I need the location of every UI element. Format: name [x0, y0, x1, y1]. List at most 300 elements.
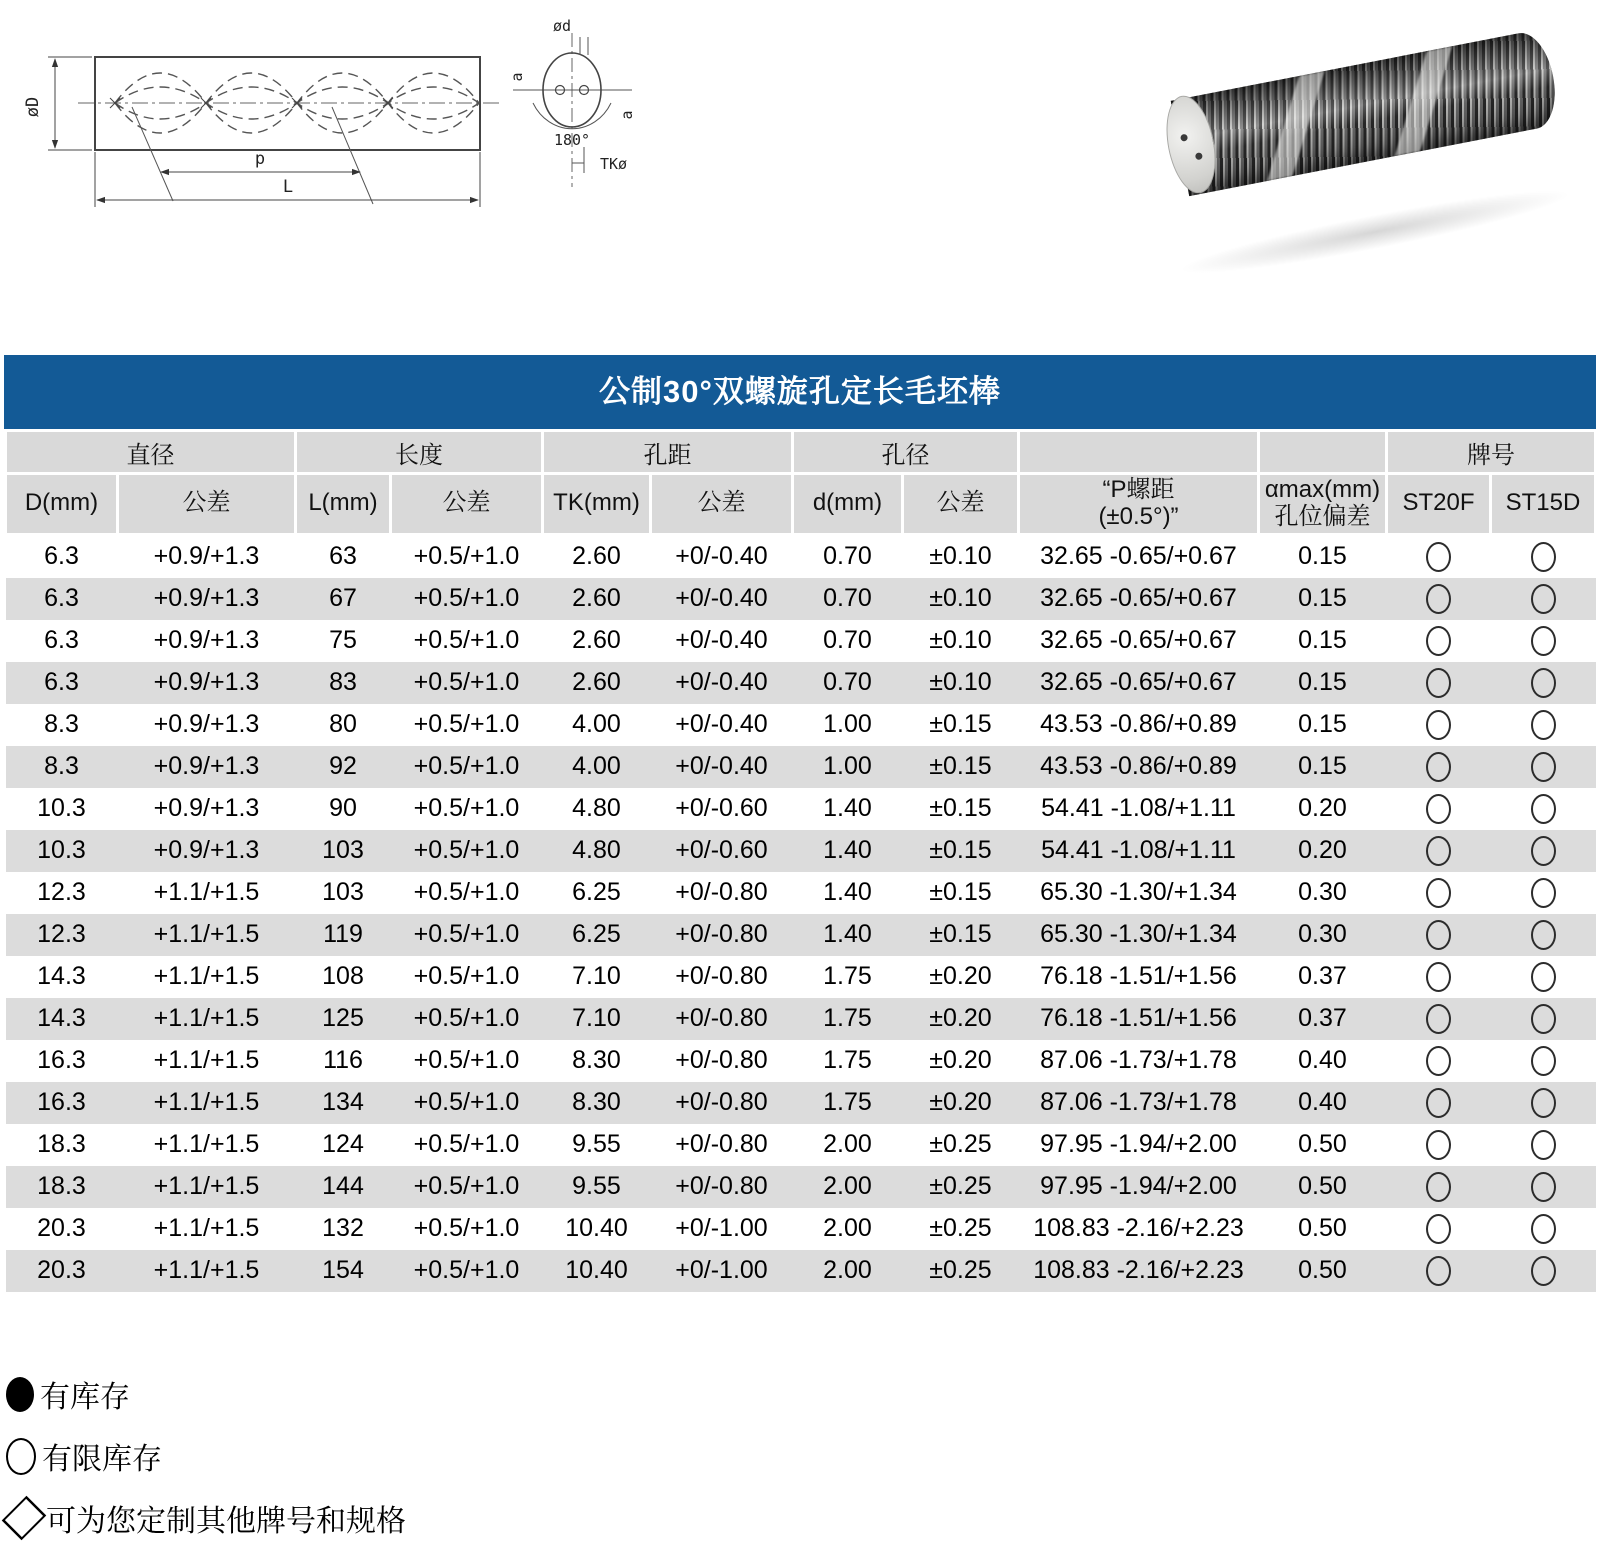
- stock-cell-limited: [1387, 1250, 1491, 1292]
- spec-table: [4, 429, 1597, 1292]
- cell: +0.5/+1.0: [413, 1046, 520, 1075]
- cell: 14.3: [6, 998, 118, 1040]
- limited-stock-circle-icon: [1426, 1214, 1451, 1244]
- cell: 0.15: [1259, 662, 1387, 704]
- cell: +0.9/+1.3: [153, 794, 260, 823]
- stock-cell-limited: [1387, 662, 1491, 704]
- table-row: [6, 1124, 1596, 1166]
- table-row: [6, 998, 1596, 1040]
- cell: +0.5/+1.0: [413, 542, 520, 571]
- cell: +0/-0.40: [651, 662, 793, 704]
- limited-stock-circle-icon: [1426, 836, 1451, 866]
- stock-cell-limited: [1387, 1040, 1491, 1082]
- leader-line: [132, 107, 173, 201]
- limited-stock-circle-icon: [1426, 752, 1451, 782]
- cell: 16.3: [37, 1046, 86, 1075]
- column-group-牌号: 牌号: [1387, 431, 1596, 474]
- cell: 2.60: [572, 626, 621, 655]
- cell: +0/-0.80: [675, 878, 768, 907]
- cell: 75: [329, 626, 357, 655]
- coolant-hole: [1180, 134, 1188, 142]
- cell: 20.3: [6, 1250, 118, 1292]
- column-header: d(mm): [793, 474, 903, 535]
- cell: 18.3: [6, 1166, 118, 1208]
- cell: 14.3: [37, 962, 86, 991]
- table-row: [6, 1040, 1596, 1082]
- table-row: [6, 662, 1596, 704]
- stock-cell-limited: [1387, 1082, 1491, 1124]
- cell: 54.41 -1.08/+1.11: [1019, 830, 1259, 872]
- cell: 0.15: [1298, 626, 1347, 655]
- table-row: [6, 1082, 1596, 1124]
- cell: +0.5/+1.0: [391, 746, 543, 788]
- cell: 0.20: [1259, 830, 1387, 872]
- table-row: [6, 1166, 1596, 1208]
- cell: +1.1/+1.5: [153, 962, 260, 991]
- column-group-直径: 直径: [6, 431, 296, 474]
- render-shadow: [1175, 177, 1574, 287]
- cell: 119: [296, 914, 391, 956]
- cell: 1.00: [823, 710, 872, 739]
- cell: 1.40: [793, 830, 903, 872]
- cell: 0.37: [1259, 998, 1387, 1040]
- table-row: [6, 956, 1596, 998]
- cell: 32.65 -0.65/+0.67: [1019, 578, 1259, 620]
- stock-cell-limited: [1387, 830, 1491, 872]
- cell: 2.60: [543, 578, 651, 620]
- stock-cell-limited: [1387, 872, 1491, 914]
- coolant-hole: [1195, 152, 1203, 160]
- cell: 0.70: [793, 662, 903, 704]
- cell: 12.3: [37, 878, 86, 907]
- cell: 20.3: [37, 1214, 86, 1243]
- cell: 8.3: [44, 710, 79, 739]
- cell: ±0.10: [929, 542, 992, 571]
- legend-label: 可为您定制其他牌号和规格: [46, 1505, 406, 1538]
- cell: +0.5/+1.0: [413, 1214, 520, 1243]
- cell: 8.30: [572, 1046, 621, 1075]
- cell: 144: [296, 1166, 391, 1208]
- cell: 0.15: [1298, 710, 1347, 739]
- legend-item-in-stock: [6, 1372, 706, 1416]
- cell: ±0.10: [929, 626, 992, 655]
- cell: +0.5/+1.0: [413, 626, 520, 655]
- cell: +0/-0.40: [651, 746, 793, 788]
- table-row: [6, 746, 1596, 788]
- cell: 76.18 -1.51/+1.56: [1019, 998, 1259, 1040]
- cell: ±0.15: [903, 914, 1019, 956]
- limited-stock-circle-icon: [1426, 542, 1451, 572]
- stock-cell-limited: [1491, 662, 1596, 704]
- polish-streak: [1395, 46, 1453, 156]
- stock-cell-limited: [1387, 998, 1491, 1040]
- stock-cell-limited: [1491, 1166, 1596, 1208]
- column-header: D(mm): [6, 474, 118, 535]
- cell: 97.95 -1.94/+2.00: [1019, 1166, 1259, 1208]
- table-row: [6, 1208, 1596, 1250]
- cell: +0.5/+1.0: [391, 662, 543, 704]
- column-header: 公差: [391, 474, 543, 535]
- column-group-empty: [1019, 431, 1259, 474]
- cell: +1.1/+1.5: [153, 1046, 260, 1075]
- cell: +0/-0.60: [675, 794, 768, 823]
- limited-stock-circle-icon: [1426, 668, 1451, 698]
- product-render: [1150, 40, 1590, 270]
- cell: 32.65 -0.65/+0.67: [1040, 542, 1237, 571]
- cell: ±0.10: [903, 662, 1019, 704]
- cell: +0/-0.40: [651, 578, 793, 620]
- cell: 2.00: [793, 1166, 903, 1208]
- cell: 6.3: [44, 626, 79, 655]
- cell: +0.5/+1.0: [391, 998, 543, 1040]
- cell: 0.70: [823, 626, 872, 655]
- cell: 0.40: [1259, 1082, 1387, 1124]
- cell: 0.70: [823, 542, 872, 571]
- stock-cell-limited: [1387, 956, 1491, 998]
- stock-cell-limited: [1491, 1082, 1596, 1124]
- legend-label: 有限库存: [42, 1443, 162, 1476]
- cell: ±0.25: [929, 1214, 992, 1243]
- cell: 8.3: [6, 746, 118, 788]
- cell: +0.5/+1.0: [391, 830, 543, 872]
- polish-streak: [1267, 71, 1325, 181]
- cell: +0.5/+1.0: [413, 1130, 520, 1159]
- table-row: [6, 620, 1596, 662]
- limited-stock-circle-icon: [1531, 752, 1556, 782]
- cell: 124: [322, 1130, 364, 1159]
- cell: ±0.20: [903, 998, 1019, 1040]
- cell: 80: [329, 710, 357, 739]
- cell: +0/-0.60: [651, 830, 793, 872]
- cell: 43.53 -0.86/+0.89: [1040, 710, 1237, 739]
- limited-stock-circle-icon: [1531, 1046, 1556, 1076]
- limited-stock-circle-icon: [1531, 1004, 1556, 1034]
- limited-stock-circle-icon: [1531, 542, 1556, 572]
- limited-stock-circle-icon: [1426, 794, 1451, 824]
- cell: 9.55: [543, 1166, 651, 1208]
- column-group-长度: 长度: [296, 431, 543, 474]
- cell: 0.40: [1298, 1046, 1347, 1075]
- cell: 108.83 -2.16/+2.23: [1033, 1214, 1244, 1243]
- label-outer-diameter: øD: [23, 96, 43, 118]
- diamond-icon: [2, 1496, 47, 1541]
- cell: +0.9/+1.3: [118, 830, 296, 872]
- cell: ±0.20: [929, 962, 992, 991]
- carbide-rod: [1171, 28, 1563, 196]
- cell: +0.5/+1.0: [391, 1082, 543, 1124]
- cell: 0.70: [793, 578, 903, 620]
- column-group-empty: [1259, 431, 1387, 474]
- cell: 0.20: [1298, 794, 1347, 823]
- cell: ±0.15: [903, 746, 1019, 788]
- limited-stock-circle-icon: [1531, 710, 1556, 740]
- cell: 9.55: [572, 1130, 621, 1159]
- stock-cell-limited: [1387, 914, 1491, 956]
- stock-cell-limited: [1387, 534, 1491, 578]
- cell: ±0.15: [929, 794, 992, 823]
- cell: 87.06 -1.73/+1.78: [1019, 1082, 1259, 1124]
- table-row: [6, 578, 1596, 620]
- table-row: [6, 830, 1596, 872]
- column-header: 公差: [651, 474, 793, 535]
- cell: 83: [296, 662, 391, 704]
- cell: 2.00: [823, 1214, 872, 1243]
- limited-stock-circle-icon: [1426, 1004, 1451, 1034]
- cell: +0.9/+1.3: [153, 626, 260, 655]
- stock-cell-limited: [1491, 578, 1596, 620]
- cell: 18.3: [37, 1130, 86, 1159]
- cell: 1.40: [823, 878, 872, 907]
- cell: 0.30: [1259, 914, 1387, 956]
- stock-cell-limited: [1491, 956, 1596, 998]
- cell: 0.50: [1298, 1130, 1347, 1159]
- cell: 108: [322, 962, 364, 991]
- cell: +0/-0.80: [651, 1166, 793, 1208]
- filled-circle-icon: [6, 1377, 34, 1412]
- column-group-row: [6, 431, 1596, 474]
- cell: 7.10: [572, 962, 621, 991]
- cell: 1.00: [793, 746, 903, 788]
- cell: 1.75: [793, 1082, 903, 1124]
- limited-stock-circle-icon: [1426, 1256, 1451, 1286]
- cell: +0.5/+1.0: [413, 794, 520, 823]
- limited-stock-circle-icon: [1531, 668, 1556, 698]
- cell: 87.06 -1.73/+1.78: [1040, 1046, 1237, 1075]
- limited-stock-circle-icon: [1531, 1088, 1556, 1118]
- column-header: “P螺距 (±0.5°)”: [1019, 474, 1259, 535]
- stock-legend: [6, 1372, 706, 1552]
- stock-cell-limited: [1387, 1208, 1491, 1250]
- table-row: [6, 534, 1596, 578]
- cell: 54.41 -1.08/+1.11: [1041, 794, 1236, 823]
- cell: +1.1/+1.5: [118, 1250, 296, 1292]
- cell: 103: [322, 878, 364, 907]
- column-header: 公差: [118, 474, 296, 535]
- cell: 108.83 -2.16/+2.23: [1019, 1250, 1259, 1292]
- limited-stock-circle-icon: [1426, 710, 1451, 740]
- cell: +0/-0.80: [675, 962, 768, 991]
- cell: +0.5/+1.0: [391, 578, 543, 620]
- cell: ±0.25: [903, 1250, 1019, 1292]
- cell: 0.15: [1259, 746, 1387, 788]
- open-circle-icon: [6, 1438, 36, 1475]
- table-title: 公制30°双螺旋孔定长毛坯棒: [4, 355, 1596, 429]
- cell: +1.1/+1.5: [118, 1082, 296, 1124]
- cell: +0/-1.00: [675, 1214, 768, 1243]
- stock-cell-limited: [1491, 704, 1596, 746]
- cell: +1.1/+1.5: [118, 1166, 296, 1208]
- cell: 1.75: [823, 1046, 872, 1075]
- cell: +0.9/+1.3: [153, 542, 260, 571]
- cell: +1.1/+1.5: [153, 878, 260, 907]
- cell: 76.18 -1.51/+1.56: [1040, 962, 1237, 991]
- cell: 4.80: [543, 830, 651, 872]
- label-hole-diameter: ød: [552, 17, 572, 35]
- cell: +0.9/+1.3: [153, 710, 260, 739]
- stock-cell-limited: [1491, 1250, 1596, 1292]
- cell: 1.75: [793, 998, 903, 1040]
- table-row: [6, 872, 1596, 914]
- column-header-row: [6, 474, 1596, 535]
- limited-stock-circle-icon: [1426, 962, 1451, 992]
- cell: 103: [296, 830, 391, 872]
- column-header: αmax(mm) 孔位偏差: [1259, 474, 1387, 535]
- cell: 2.00: [823, 1130, 872, 1159]
- limited-stock-circle-icon: [1531, 794, 1556, 824]
- cell: 63: [329, 542, 357, 571]
- cell: +0.9/+1.3: [118, 578, 296, 620]
- cell: ±0.15: [929, 710, 992, 739]
- table-row: [6, 788, 1596, 830]
- cell: 10.3: [6, 830, 118, 872]
- cell: 125: [296, 998, 391, 1040]
- stock-cell-limited: [1491, 830, 1596, 872]
- cell: +0.5/+1.0: [391, 914, 543, 956]
- cell: +1.1/+1.5: [153, 1214, 260, 1243]
- cell: 32.65 -0.65/+0.67: [1019, 662, 1259, 704]
- table-body: [6, 534, 1596, 1292]
- cell: ±0.25: [929, 1130, 992, 1159]
- limited-stock-circle-icon: [1426, 626, 1451, 656]
- cell: +1.1/+1.5: [118, 998, 296, 1040]
- limited-stock-circle-icon: [1426, 920, 1451, 950]
- limited-stock-circle-icon: [1531, 1214, 1556, 1244]
- cell: 32.65 -0.65/+0.67: [1040, 626, 1237, 655]
- column-group-孔径: 孔径: [793, 431, 1019, 474]
- cell: 10.40: [565, 1214, 628, 1243]
- cell: 7.10: [543, 998, 651, 1040]
- cell: 10.3: [37, 794, 86, 823]
- technical-drawing: [10, 15, 670, 315]
- limited-stock-circle-icon: [1531, 1130, 1556, 1160]
- cell: +1.1/+1.5: [153, 1130, 260, 1159]
- limited-stock-circle-icon: [1531, 1256, 1556, 1286]
- stock-cell-limited: [1491, 1124, 1596, 1166]
- cell: 132: [322, 1214, 364, 1243]
- cell: 90: [329, 794, 357, 823]
- cell: +0/-0.40: [675, 542, 768, 571]
- stock-cell-limited: [1491, 1208, 1596, 1250]
- stock-cell-limited: [1491, 998, 1596, 1040]
- label-angle: 180°: [553, 131, 591, 149]
- cell: 2.60: [543, 662, 651, 704]
- cell: 0.50: [1259, 1166, 1387, 1208]
- cell: 0.50: [1298, 1214, 1347, 1243]
- cell: 6.25: [543, 914, 651, 956]
- cell: +0/-0.40: [675, 626, 768, 655]
- cell: 154: [296, 1250, 391, 1292]
- stock-cell-limited: [1387, 1166, 1491, 1208]
- legend-item-limited-stock: [6, 1434, 706, 1478]
- cell: 6.3: [44, 542, 79, 571]
- column-group-孔距: 孔距: [543, 431, 793, 474]
- limited-stock-circle-icon: [1531, 584, 1556, 614]
- stock-cell-limited: [1387, 620, 1491, 662]
- leader-line: [332, 107, 373, 204]
- cell: 1.75: [823, 962, 872, 991]
- cell: +0/-0.40: [675, 710, 768, 739]
- limited-stock-circle-icon: [1531, 626, 1556, 656]
- cell: 10.40: [543, 1250, 651, 1292]
- column-header: L(mm): [296, 474, 391, 535]
- stock-cell-limited: [1491, 620, 1596, 662]
- limited-stock-circle-icon: [1426, 1046, 1451, 1076]
- cell: +1.1/+1.5: [118, 914, 296, 956]
- cell: +0.9/+1.3: [118, 662, 296, 704]
- cell: 6.25: [572, 878, 621, 907]
- legend-label: 有库存: [40, 1381, 130, 1414]
- stock-cell-limited: [1387, 746, 1491, 788]
- cell: 8.30: [543, 1082, 651, 1124]
- stock-cell-limited: [1387, 578, 1491, 620]
- cell: ±0.15: [929, 878, 992, 907]
- cell: 1.40: [793, 914, 903, 956]
- cell: 4.00: [572, 710, 621, 739]
- cell: +0.5/+1.0: [391, 1250, 543, 1292]
- limited-stock-circle-icon: [1531, 1172, 1556, 1202]
- limited-stock-circle-icon: [1531, 962, 1556, 992]
- cell: 16.3: [6, 1082, 118, 1124]
- cell: 4.80: [572, 794, 621, 823]
- cell: ±0.20: [929, 1046, 992, 1075]
- limited-stock-circle-icon: [1531, 920, 1556, 950]
- cell: +0.5/+1.0: [391, 1166, 543, 1208]
- cell: 0.15: [1259, 578, 1387, 620]
- stock-cell-limited: [1387, 788, 1491, 830]
- limited-stock-circle-icon: [1426, 1172, 1451, 1202]
- cell: 6.3: [6, 662, 118, 704]
- cell: 65.30 -1.30/+1.34: [1019, 914, 1259, 956]
- cell: +0/-0.80: [675, 1130, 768, 1159]
- limited-stock-circle-icon: [1426, 1088, 1451, 1118]
- cell: ±0.15: [903, 830, 1019, 872]
- label-pitch: p: [254, 149, 266, 169]
- cell: 2.00: [793, 1250, 903, 1292]
- cell: +0.5/+1.0: [413, 710, 520, 739]
- cell: 12.3: [6, 914, 118, 956]
- label-a-right: a: [618, 110, 636, 120]
- cell: ±0.25: [903, 1166, 1019, 1208]
- limited-stock-circle-icon: [1426, 584, 1451, 614]
- column-header: 公差: [903, 474, 1019, 535]
- cell: 134: [296, 1082, 391, 1124]
- cell: 67: [296, 578, 391, 620]
- cell: 0.30: [1298, 878, 1347, 907]
- label-a-left: a: [508, 72, 526, 82]
- cell: 2.60: [572, 542, 621, 571]
- limited-stock-circle-icon: [1426, 1130, 1451, 1160]
- table-row: [6, 914, 1596, 956]
- cell: +0/-0.80: [651, 914, 793, 956]
- cell: 4.00: [543, 746, 651, 788]
- cell: +0/-0.80: [651, 1082, 793, 1124]
- column-header: TK(mm): [543, 474, 651, 535]
- spec-sheet: [4, 355, 1596, 1292]
- cell: 0.50: [1259, 1250, 1387, 1292]
- label-length: L: [282, 177, 294, 197]
- cell: ±0.20: [903, 1082, 1019, 1124]
- stock-cell-limited: [1491, 872, 1596, 914]
- cell: 43.53 -0.86/+0.89: [1019, 746, 1259, 788]
- limited-stock-circle-icon: [1531, 878, 1556, 908]
- legend-item-custom: [6, 1496, 706, 1540]
- stock-cell-limited: [1387, 704, 1491, 746]
- stock-cell-limited: [1491, 914, 1596, 956]
- table-row: [6, 1250, 1596, 1292]
- cell: 6.3: [6, 578, 118, 620]
- limited-stock-circle-icon: [1531, 836, 1556, 866]
- stock-cell-limited: [1491, 534, 1596, 578]
